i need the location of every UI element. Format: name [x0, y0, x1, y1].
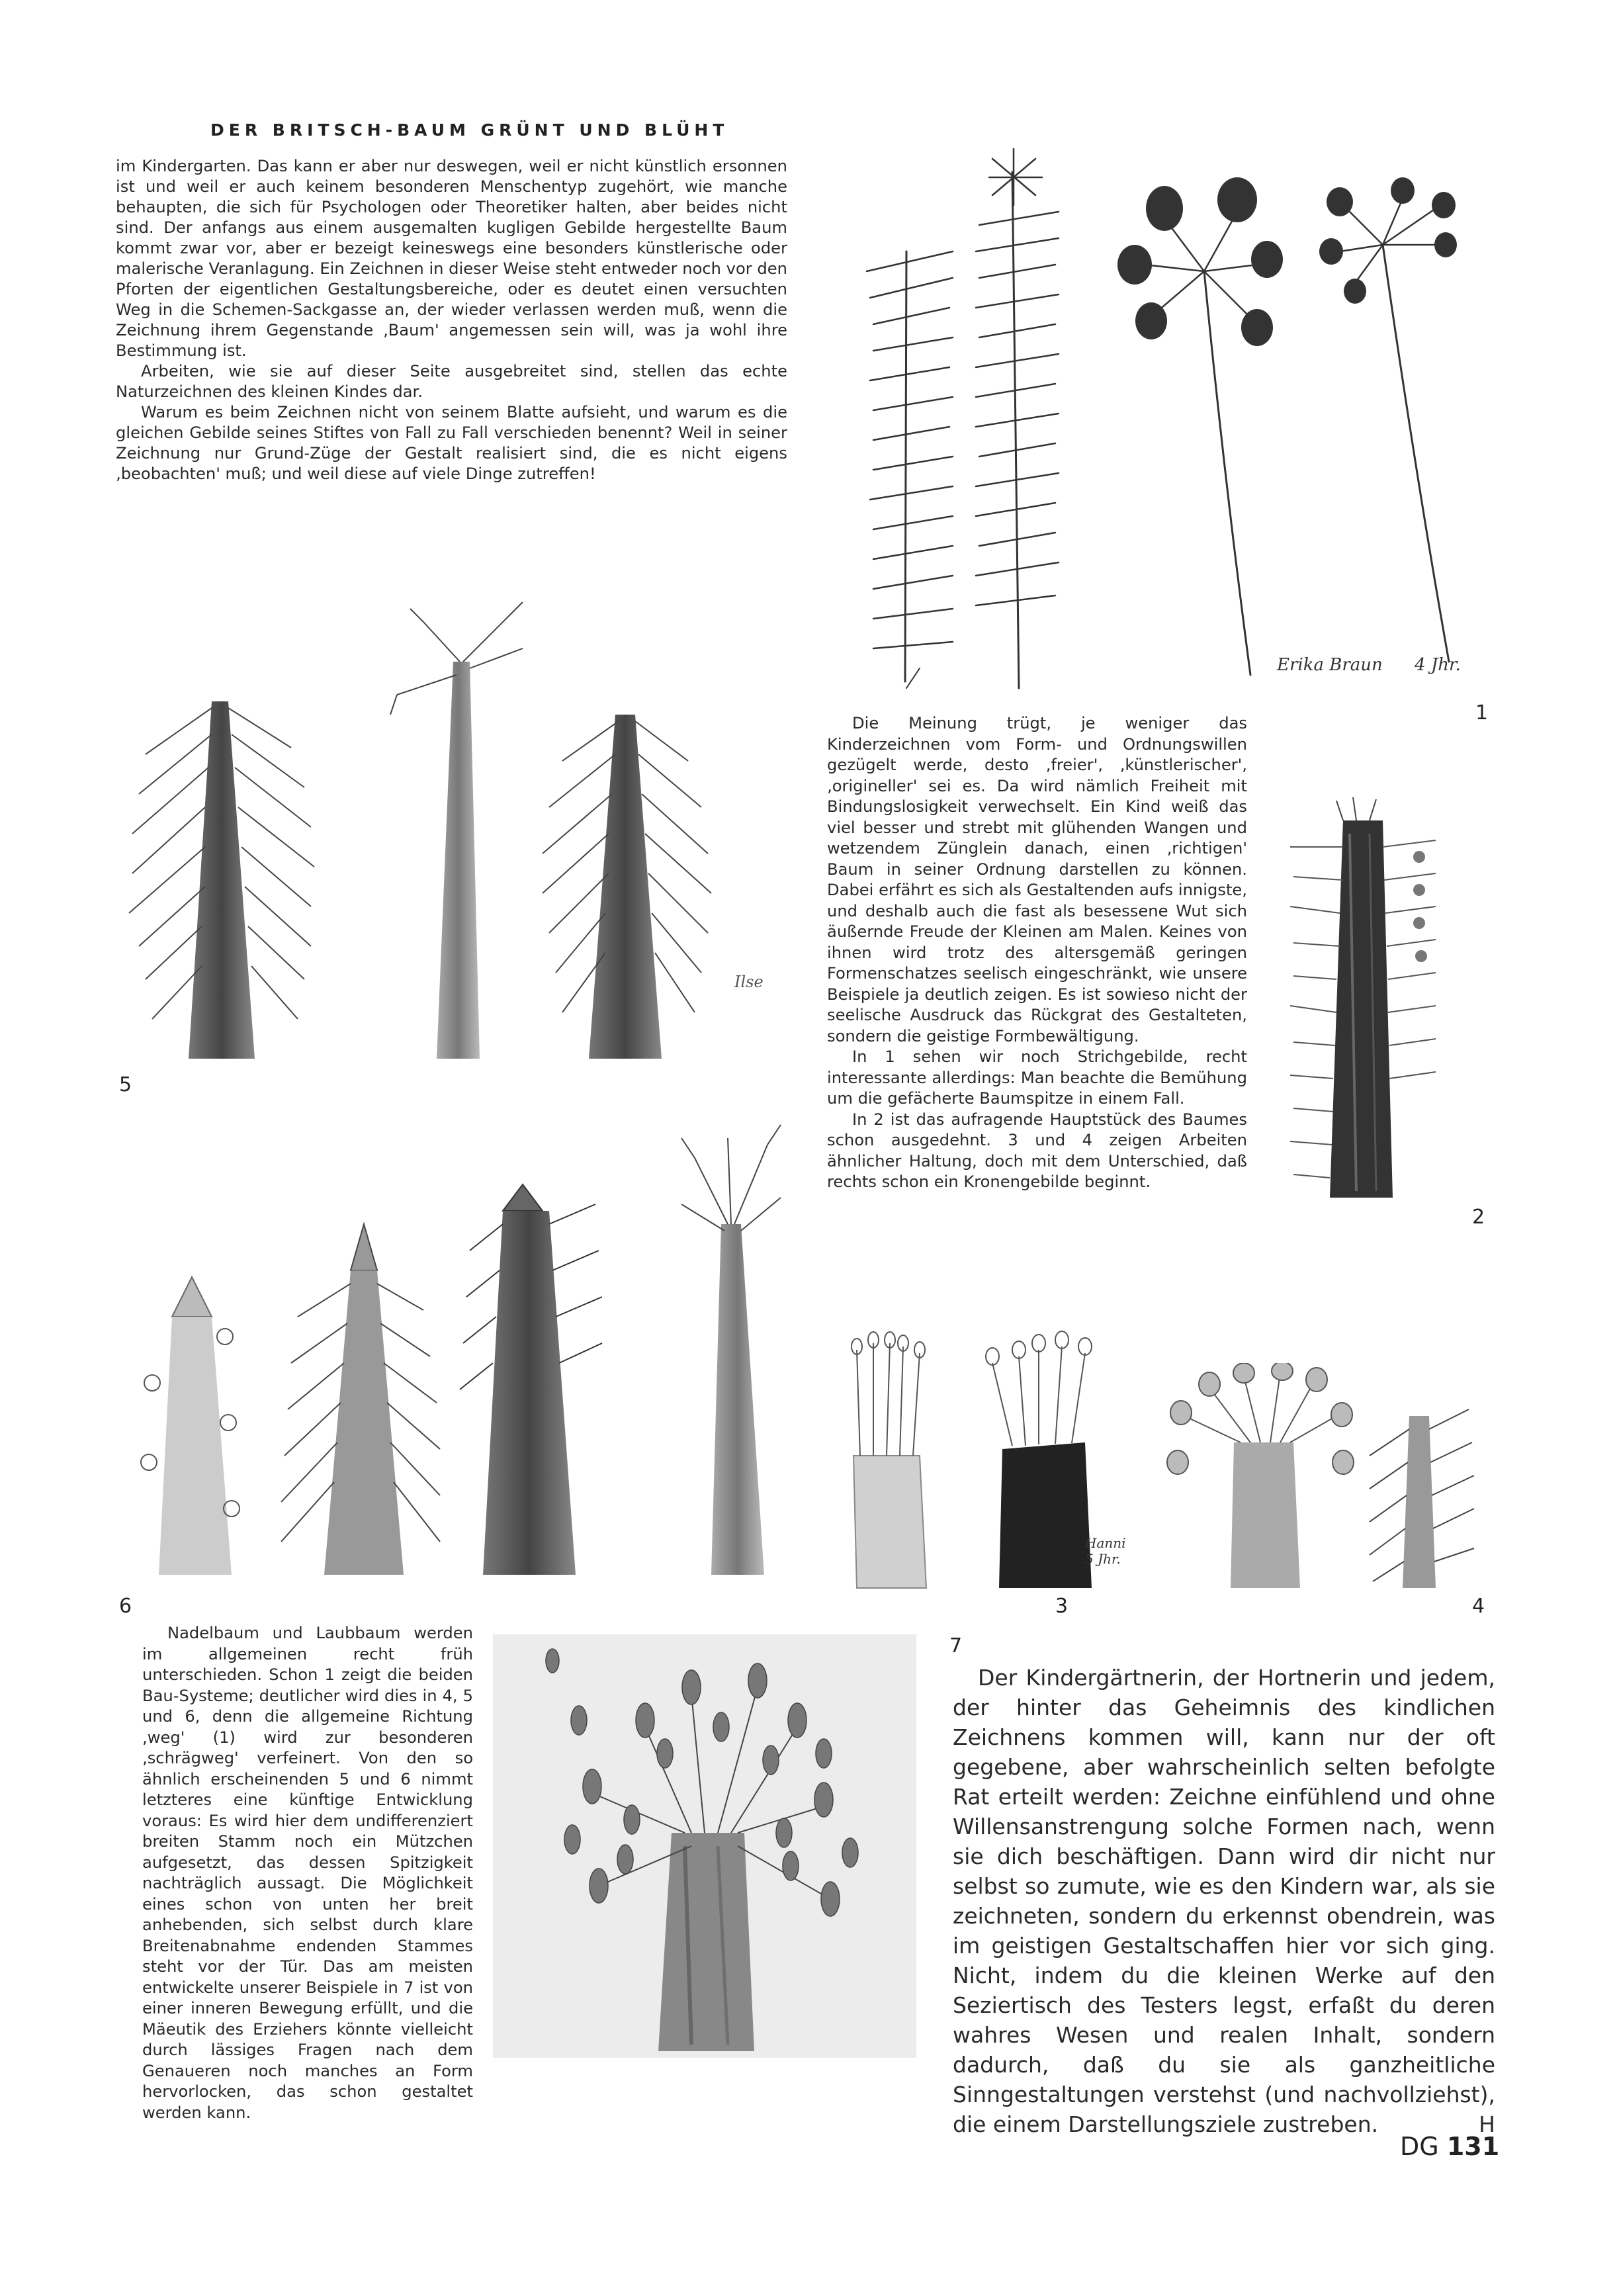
figure-3-age: 5 Jhr.: [1085, 1551, 1121, 1567]
figure-2-drawing: [1277, 794, 1449, 1204]
middle-paragraph-1: Die Meinung trügt, je weniger das Kinderzeichnen vom Form- und Ordnungswillen gezügelt werde, desto ‚freier', ‚künstlerischer', ‚origineller' sei es. Da wird nämlich Freiheit mit Bindungslosigkeit verwechselt. Ein Kind weiß das viel besser und strebt mit glühenden Wangen und wetzendem Zünglein danach, einen ‚richtigen' Baum in seiner Ordnung darstellen zu können. Dabei erfährt es sich als Gestaltenden aufs innigste, und deshalb auch die fast als besessene Wut sich äußernde Freude der Kleinen am Malen. Keines von ihnen wird trotz des altersgemäß geringen Formenschatzes seelisch eingeschränkt, wie unsere Beispiele ja deutlich zeigen. Es ist sowieso nicht der seelische Ausdruck das Rückgrat des Gestalteten, sondern die geistige Formbewältigung.: [827, 714, 1247, 1045]
intro-column: [116, 156, 787, 484]
intro-paragraph-1: im Kindergarten. Das kann er aber nur deswegen, weil er nicht künstlich ersonnen ist und weil er auch keinem besonderen Menschentyp zugehört, wie manche behaupten, die sich für Psychologen oder Theoretiker halten, aber beides nicht sind. Der anfangs aus einem ausgemalten kugligen Gebilde hergestellte Baum kommt zwar vor, aber er bezeigt keineswegs eine besonders künstlerische oder malerische Veranlagung. Ein Zeichnen in dieser Weise steht entweder noch vor den Pforten der eigentlichen Gestaltungsbereiche, oder es deutet einen versuchten Weg in die Schemen-Sackgasse an, der wieder verlassen werden muß, wenn die Zeichnung ihrem Gegenstande ‚Baum' angemessen sein will, was ja wohl ihre Bestimmung ist.: [116, 157, 787, 360]
page-number: 131: [1446, 2132, 1500, 2161]
intro-paragraph-3: Warum es beim Zeichnen nicht von seinem Blatte aufsieht, und warum es die gleichen Gebilde seines Stiftes von Fall zu Fall verschieden benennt? Weil in seiner Zeichnung nur Grund-Züge der Gestalt realisiert sind, die es nicht eigens ‚beobachten' muß; und weil diese auf viele Dinge zutreffen!: [116, 403, 787, 483]
figure-1-signature: Erika Braun: [1277, 655, 1383, 675]
figure-1-drawing: [853, 146, 1489, 695]
left-column: [142, 1623, 473, 2123]
figure-1-number: 1: [1475, 701, 1489, 725]
figure-5-drawing: [112, 596, 794, 1072]
figure-1-age: 4 Jhr.: [1415, 655, 1461, 675]
figure-3-number: 3: [1055, 1595, 1069, 1618]
right-paragraph: Der Kindergärtnerin, der Hortnerin und jedem, der hinter das Geheimnis des kindlichen Zeichnens kommen will, kann nur der oft gegebene, aber wahrscheinlich selten befolgte Rat erteilt werden: Zeichne einfühlend und ohne Willensanstrengung solche Formen nach, wenn sie dich beschäftigen. Dann wird dir nicht nur selbst so zumute, wie es den Kindern war, als sie zeichneten, sondern du erkennst obendrein, was im geistigen Gestaltschaffen hier vor sich ging. Nicht, indem du die kleinen Werke auf den Seziertisch des Testers legst, erfaßt du deren wahres Wesen und realen Inhalt, sondern dadurch, daß du sie als ganzheitliche Sinngestaltungen verstehst (und nachvollziehst), die einem Darstellungsziele zustreben.: [953, 1665, 1495, 2137]
intro-paragraph-2: Arbeiten, wie sie auf dieser Seite ausgebreitet sind, stellen das echte Naturzeichnen des kleinen Kindes dar.: [116, 362, 787, 401]
figure-6-number: 6: [119, 1595, 132, 1618]
figure-4-number: 4: [1472, 1595, 1485, 1618]
figure-3-signature: Hanni: [1085, 1535, 1126, 1551]
figure-5-signature: Ilse: [734, 973, 764, 991]
figure-2-number: 2: [1472, 1206, 1485, 1229]
left-paragraph: Nadelbaum und Laubbaum werden im allgemeinen recht früh unterschieden. Schon 1 zeigt die beiden Bau-Systeme; deutlicher wird dies in 4, 5 und 6, denn die allgemeine Richtung ‚weg' (1) wird zur besonderen ‚schrägweg' verfeinert. Von den so ähnlich erscheinenden 5 und 6 nimmt letzteres eine künftige Entwicklung voraus: Es wird hier dem undifferenziert breiten Stamm noch ein Mützchen aufgesetzt, das dessen Spitzigkeit nachträglich aussagt. Die Möglichkeit eines schon von unten her breit anhebenden, sich selbst durch klare Breitenabnahme endenden Stammes steht vor der Tür. Das am meisten entwickelte unserer Beispiele in 7 ist von einer inneren Bewegung erfüllt, und die Mäeutik des Erziehers könnte vielleicht durch lässiges Fragen nach dem Genaueren noch manches an Form hervorlocken, das schon gestaltet werden kann.: [142, 1624, 473, 2122]
figure-5-number: 5: [119, 1073, 132, 1096]
figure-6-drawing: [112, 1118, 801, 1581]
author-initial: H: [1479, 2111, 1495, 2137]
figure-7-drawing: [493, 1634, 916, 2058]
middle-column: [827, 713, 1247, 1193]
folio-prefix: DG: [1400, 2132, 1439, 2161]
middle-paragraph-2: In 1 sehen wir noch Strichgebilde, recht interessante allerdings: Man beachte die Bemühung um die gefächerte Baumspitze in einem Fall.: [827, 1047, 1247, 1108]
middle-paragraph-3: In 2 ist das aufragende Hauptstück des Baumes schon ausgedehnt. 3 und 4 zeigen Arbeiten ähnlicher Haltung, doch mit dem Unterschied, daß rechts schon ein Kronengebilde beginnt.: [827, 1110, 1247, 1191]
figure-4-drawing: [1158, 1363, 1482, 1595]
right-column: [953, 1663, 1495, 2139]
article-heading: DER BRITSCH-BAUM GRÜNT UND BLÜHT: [210, 120, 729, 140]
figure-3-drawing: [827, 1323, 1126, 1595]
page-folio: [1400, 2132, 1499, 2161]
figure-7-number: 7: [949, 1634, 963, 1657]
